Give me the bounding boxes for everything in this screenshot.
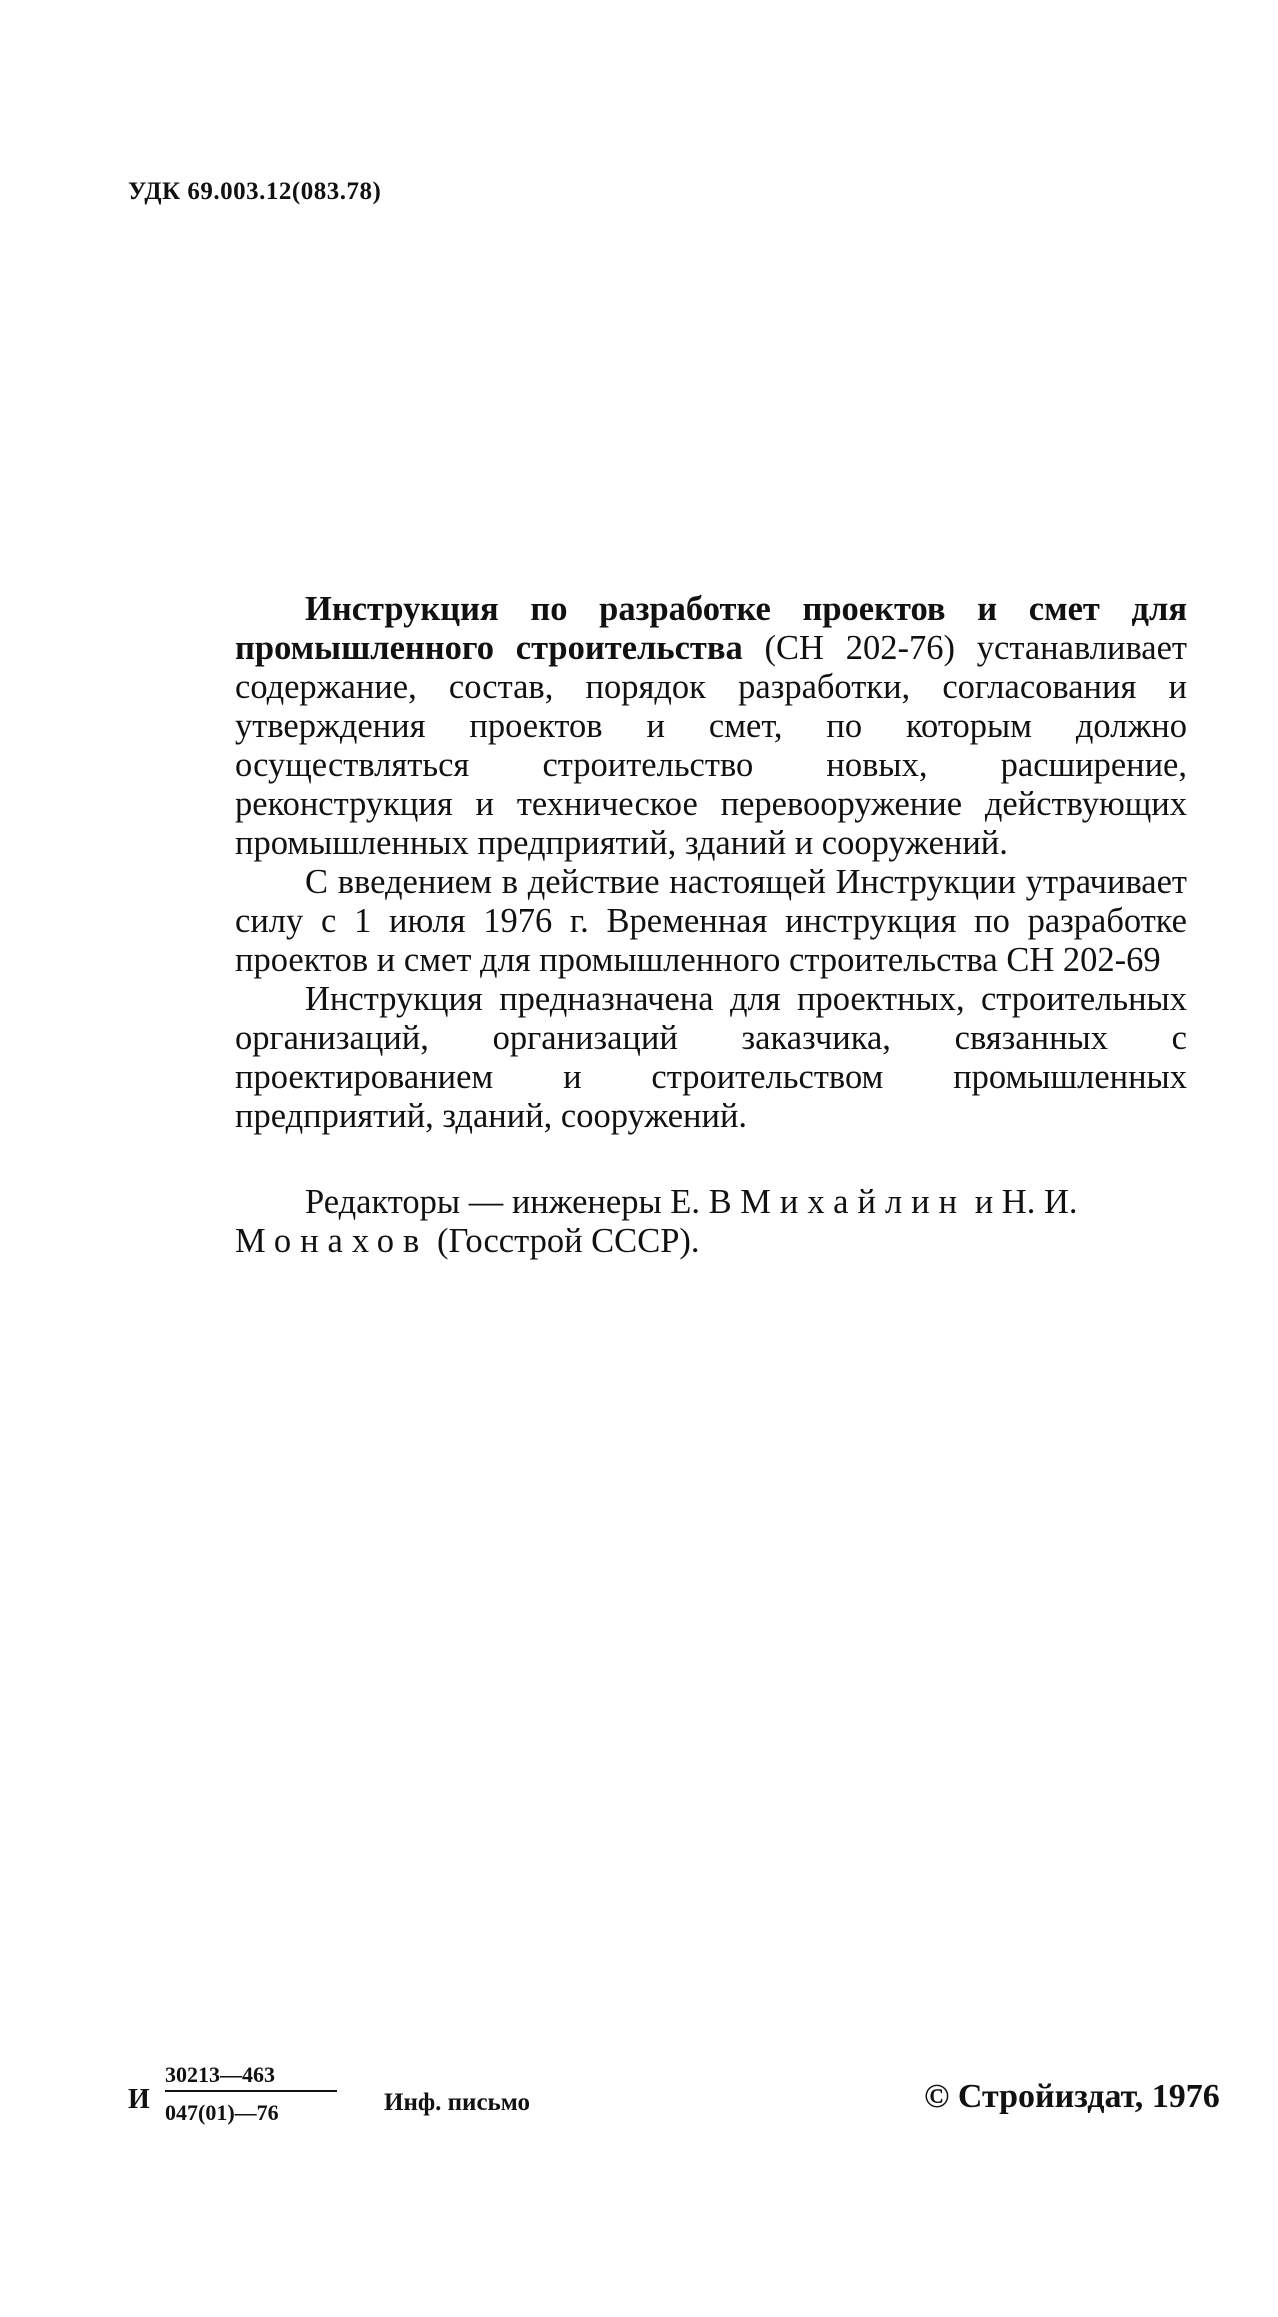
editors-suffix: (Госстрой СССР).: [428, 1222, 700, 1260]
imprint-numerator: 30213—463: [165, 2060, 337, 2092]
editor-name-2: Монахов: [235, 1222, 429, 1260]
annotation-text: (СН 202-76) устанавливает содержание, состав, порядок разработки, согласования и утверждения проектов и смет, по которым должно осуществляться строительство новых, расширение, реконструкция и техническое перевооружение действующих промышленных предприятий, зданий и сооружений.: [235, 629, 1187, 862]
annotation: [235, 590, 1187, 1136]
udk-code: УДК 69.003.12(083.78): [128, 178, 382, 205]
editor-name-1: Михайлин: [740, 1183, 967, 1221]
editors-prefix: Редакторы — инженеры Е. В: [305, 1183, 741, 1221]
editors-line: [235, 1183, 1187, 1261]
imprint-index-letter: И: [128, 2084, 150, 2115]
annotation-paragraph-2: С введением в действие настоящей Инструкции утрачивает силу с 1 июля 1976 г. Временная инструкция по разработке проектов и смет для промышленного строительства СН 202-69: [235, 863, 1187, 979]
editors-credit: [235, 1183, 1187, 1261]
imprint-denominator: 047(01)—76: [165, 2100, 279, 2125]
copyright: © Стройиздат, 1976: [924, 2078, 1220, 2115]
document-title: Инструкция по разработке проектов и смет для промышленного строительства: [235, 590, 1187, 667]
imprint-index-fraction: [165, 2060, 337, 2128]
annotation-paragraph-1: [235, 590, 1187, 863]
editors-conjunction: и Н. И.: [966, 1183, 1078, 1221]
annotation-paragraph-3: Инструкция предназначена для проектных, строительных организаций, организаций заказчика, связанных с проектированием и строительством промышленных предприятий, зданий, сооружений.: [235, 980, 1187, 1135]
letter-type: Инф. письмо: [384, 2089, 530, 2116]
